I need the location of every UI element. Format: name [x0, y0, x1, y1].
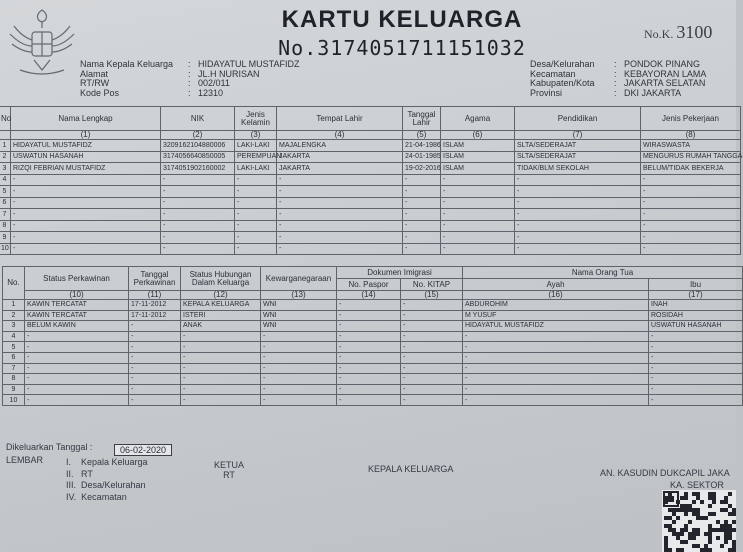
column-header: Ibu: [649, 279, 743, 291]
table-cell: -: [641, 186, 741, 198]
table-cell: -: [161, 197, 235, 209]
info-separator: :: [188, 78, 191, 88]
info-label: Nama Kepala Keluarga: [80, 59, 174, 69]
table-cell: WIRASWASTA: [641, 140, 741, 152]
table-cell: -: [649, 363, 743, 374]
table-cell: JAKARTA: [277, 151, 403, 163]
table-cell: 6: [0, 197, 11, 209]
table-cell: -: [441, 232, 515, 244]
column-header: Nama Orang Tua: [463, 267, 743, 279]
info-value: 12310: [198, 87, 224, 98]
table-cell: WNI: [261, 321, 337, 332]
table-cell: -: [277, 186, 403, 198]
table-cell: JAKARTA: [277, 163, 403, 175]
table-cell: -: [235, 220, 277, 232]
table-cell: -: [403, 209, 441, 221]
table-cell: 3: [3, 321, 25, 332]
info-separator: :: [188, 68, 191, 79]
table-cell: -: [441, 220, 515, 232]
table-cell: -: [261, 342, 337, 353]
table-cell: -: [337, 374, 401, 385]
table-cell: -: [129, 331, 181, 342]
table-cell: -: [277, 220, 403, 232]
table-row: [0, 151, 741, 163]
table-cell: -: [129, 321, 181, 332]
table-cell: KAWIN TERCATAT: [25, 300, 129, 311]
table-cell: -: [337, 384, 401, 395]
table-cell: -: [337, 352, 401, 363]
lembar-item: IV. Kecamatan: [66, 491, 127, 502]
column-header: No: [0, 107, 11, 131]
info-label: Kode Pos: [80, 87, 120, 98]
table-row: [3, 300, 743, 311]
document-title: KARTU KELUARGA: [281, 6, 523, 33]
table-cell: 2: [0, 151, 11, 163]
table-cell: -: [463, 352, 649, 363]
info-label: Provinsi: [530, 87, 563, 98]
info-value: KEBAYORAN LAMA: [624, 68, 707, 79]
qr-code-icon: [662, 490, 736, 552]
table-row: [3, 321, 743, 332]
table-cell: -: [441, 174, 515, 186]
table-cell: -: [463, 384, 649, 395]
table-cell: -: [515, 220, 641, 232]
table-cell: 5: [0, 186, 11, 198]
table-cell: -: [649, 331, 743, 342]
table-cell: -: [337, 331, 401, 342]
column-number: (4): [277, 131, 403, 140]
table-cell: -: [515, 197, 641, 209]
table-cell: RIZQI FEBRIAN MUSTAFIDZ: [11, 163, 161, 175]
table-cell: -: [515, 243, 641, 255]
dukcapil-signature-label: AN. KASUDIN DUKCAPIL JAKA: [600, 468, 730, 478]
lembar-label: LEMBAR: [6, 455, 44, 465]
table-cell: -: [129, 363, 181, 374]
column-header: NIK: [161, 107, 235, 131]
table-row: [3, 310, 743, 321]
table-cell: -: [441, 209, 515, 221]
table-cell: -: [463, 374, 649, 385]
table-cell: -: [25, 331, 129, 342]
table-cell: -: [403, 186, 441, 198]
ketua-rt-signature-label: KETUA RT: [214, 460, 245, 480]
table-cell: -: [161, 220, 235, 232]
table-cell: MENGURUS RUMAH TANGGA: [641, 151, 741, 163]
table-cell: ROSIDAH: [649, 310, 743, 321]
table-cell: -: [25, 374, 129, 385]
table-cell: -: [463, 363, 649, 374]
table-cell: -: [11, 186, 161, 198]
table-cell: -: [401, 321, 463, 332]
column-header: Jenis Kelamin: [235, 107, 277, 131]
table-cell: -: [463, 342, 649, 353]
table-cell: -: [515, 174, 641, 186]
family-members-table: [0, 106, 741, 255]
table-row: [3, 363, 743, 374]
column-header: Jenis Pekerjaan: [641, 107, 741, 131]
info-label: RT/RW: [80, 78, 110, 88]
table-cell: -: [441, 243, 515, 255]
column-number: (10): [25, 291, 129, 300]
table-cell: -: [649, 384, 743, 395]
table-row: [3, 395, 743, 406]
table-cell: -: [181, 374, 261, 385]
table-cell: -: [161, 209, 235, 221]
table-cell: -: [401, 310, 463, 321]
table-cell: BELUM/TIDAK BEKERJA: [641, 163, 741, 175]
table-cell: -: [337, 310, 401, 321]
table-cell: -: [401, 374, 463, 385]
table-cell: -: [161, 174, 235, 186]
table-cell: -: [181, 384, 261, 395]
info-value: DKI JAKARTA: [624, 87, 682, 98]
column-number: (16): [463, 291, 649, 300]
table-cell: -: [515, 186, 641, 198]
table-cell: 10: [0, 243, 11, 255]
table-cell: 24-01-1985: [403, 151, 441, 163]
table-cell: -: [649, 395, 743, 406]
column-header: Dokumen Imigrasi: [337, 267, 463, 279]
table-row: [0, 243, 741, 255]
column-number: (7): [515, 131, 641, 140]
column-header: Nama Lengkap: [11, 107, 161, 131]
table-cell: USWATUN HASANAH: [11, 151, 161, 163]
table-cell: -: [403, 197, 441, 209]
table-cell: 7: [0, 209, 11, 221]
table-cell: -: [161, 186, 235, 198]
column-header: Tempat Lahir: [277, 107, 403, 131]
table-cell: -: [261, 331, 337, 342]
table-cell: -: [277, 197, 403, 209]
table-cell: -: [337, 363, 401, 374]
table-cell: -: [401, 395, 463, 406]
table-cell: INAH: [649, 300, 743, 311]
table-cell: -: [261, 395, 337, 406]
table-cell: -: [11, 209, 161, 221]
column-number: (1): [11, 131, 161, 140]
info-value: JL.H NURISAN: [198, 68, 260, 79]
column-header: Agama: [441, 107, 515, 131]
lembar-item: III. Desa/Kelurahan: [66, 480, 146, 490]
table-cell: -: [235, 186, 277, 198]
table-cell: ISTERI: [181, 310, 261, 321]
column-number: (3): [235, 131, 277, 140]
table-cell: -: [261, 352, 337, 363]
table-cell: BELUM KAWIN: [25, 321, 129, 332]
table-cell: -: [641, 243, 741, 255]
table-cell: ANAK: [181, 321, 261, 332]
table-cell: LAKI-LAKI: [235, 140, 277, 152]
table-cell: -: [181, 395, 261, 406]
lembar-list: [66, 457, 148, 503]
table-cell: ISLAM: [441, 163, 515, 175]
table-cell: 8: [0, 220, 11, 232]
column-header: Kewarganegaraan: [261, 267, 337, 291]
table-cell: -: [235, 243, 277, 255]
table-cell: -: [161, 243, 235, 255]
table-cell: 17-11-2012: [129, 310, 181, 321]
table-cell: -: [11, 197, 161, 209]
kepala-keluarga-signature-label: KEPALA KELUARGA: [368, 464, 454, 474]
nok-serial: [644, 22, 712, 43]
table-cell: 8: [3, 374, 25, 385]
table-cell: -: [337, 342, 401, 353]
table-cell: -: [401, 342, 463, 353]
table-cell: -: [11, 174, 161, 186]
table-cell: -: [403, 174, 441, 186]
table-row: [0, 163, 741, 175]
table-cell: 1: [0, 140, 11, 152]
issued-label: Dikeluarkan Tanggal :: [6, 442, 93, 452]
column-header: Status Perkawinan: [25, 267, 129, 291]
table-cell: -: [25, 384, 129, 395]
table-cell: -: [129, 352, 181, 363]
table-cell: ISLAM: [441, 151, 515, 163]
column-number: (2): [161, 131, 235, 140]
table-cell: -: [161, 232, 235, 244]
table-row: [0, 140, 741, 152]
nok-label: No.K.: [644, 27, 674, 41]
table-cell: -: [641, 174, 741, 186]
nok-value: 3100: [676, 22, 713, 42]
table-row: [3, 374, 743, 385]
table-cell: -: [129, 384, 181, 395]
table-cell: MAJALENGKA: [277, 140, 403, 152]
table-cell: -: [641, 220, 741, 232]
info-value: JAKARTA SELATAN: [624, 78, 706, 88]
table-cell: -: [11, 243, 161, 255]
info-row: [80, 89, 300, 99]
column-number: (12): [181, 291, 261, 300]
table-cell: -: [181, 342, 261, 353]
table-cell: -: [25, 342, 129, 353]
kk-number: No.3174051711151032: [278, 36, 526, 60]
table-cell: -: [235, 209, 277, 221]
info-value: 002/011: [198, 78, 230, 88]
table-row: [0, 197, 741, 209]
table-cell: 10: [3, 395, 25, 406]
table-cell: 3: [0, 163, 11, 175]
table-row: [0, 220, 741, 232]
info-label: Alamat: [80, 68, 109, 79]
column-number: (11): [129, 291, 181, 300]
table-cell: -: [641, 197, 741, 209]
table-cell: -: [11, 220, 161, 232]
table-cell: -: [515, 209, 641, 221]
table-cell: ABDUROHIM: [463, 300, 649, 311]
table-cell: SLTA/SEDERAJAT: [515, 151, 641, 163]
column-header: Status Hubungan Dalam Keluarga: [181, 267, 261, 291]
column-header: No. Paspor: [337, 279, 401, 291]
column-number: (17): [649, 291, 743, 300]
table-cell: WNI: [261, 310, 337, 321]
column-number: (15): [401, 291, 463, 300]
table-cell: -: [649, 374, 743, 385]
table-cell: -: [441, 197, 515, 209]
table-cell: -: [235, 197, 277, 209]
table-cell: WNI: [261, 300, 337, 311]
table-cell: KEPALA KELUARGA: [181, 300, 261, 311]
table-cell: 21-04-1986: [403, 140, 441, 152]
table-cell: -: [277, 232, 403, 244]
column-header: Tanggal Perkawinan: [129, 267, 181, 291]
table-cell: 9: [0, 232, 11, 244]
table-cell: 3209162104880006: [161, 140, 235, 152]
family-status-table: [2, 266, 743, 406]
table-cell: 1: [3, 300, 25, 311]
info-separator: :: [188, 59, 191, 69]
table-cell: 4: [3, 331, 25, 342]
table-cell: 3174051902160002: [161, 163, 235, 175]
table-cell: -: [25, 395, 129, 406]
column-number: (13): [261, 291, 337, 300]
table-cell: -: [235, 174, 277, 186]
column-header: Ayah: [463, 279, 649, 291]
table-cell: -: [401, 331, 463, 342]
table-row: [0, 174, 741, 186]
sektor-label: KA. SEKTOR: [670, 480, 724, 490]
table-row: [3, 352, 743, 363]
table-cell: -: [235, 232, 277, 244]
table-cell: -: [129, 395, 181, 406]
column-header: No. KITAP: [401, 279, 463, 291]
table-cell: -: [641, 232, 741, 244]
table-cell: -: [403, 232, 441, 244]
table-cell: -: [129, 342, 181, 353]
table-cell: HIDAYATUL MUSTAFIDZ: [463, 321, 649, 332]
table-row: [0, 232, 741, 244]
table-cell: -: [401, 352, 463, 363]
table-row: [0, 209, 741, 221]
table-cell: 2: [3, 310, 25, 321]
table-cell: -: [181, 363, 261, 374]
table-cell: -: [441, 186, 515, 198]
table-cell: -: [463, 331, 649, 342]
table-row: [3, 342, 743, 353]
table-cell: KAWIN TERCATAT: [25, 310, 129, 321]
table-cell: TIDAK/BLM SEKOLAH: [515, 163, 641, 175]
table-cell: -: [25, 363, 129, 374]
lembar-item: II. RT: [66, 468, 93, 479]
table-cell: -: [277, 174, 403, 186]
table-cell: -: [181, 352, 261, 363]
table-cell: USWATUN HASANAH: [649, 321, 743, 332]
table-cell: 5: [3, 342, 25, 353]
issued-date: 06-02-2020: [114, 444, 172, 456]
column-number: (5): [403, 131, 441, 140]
table-cell: PEREMPUAN: [235, 151, 277, 163]
table-cell: -: [337, 395, 401, 406]
table-cell: -: [261, 384, 337, 395]
info-separator: :: [188, 87, 191, 98]
column-number: (14): [337, 291, 401, 300]
table-cell: M YUSUF: [463, 310, 649, 321]
table-cell: HIDAYATUL MUSTAFIDZ: [11, 140, 161, 152]
table-cell: -: [337, 321, 401, 332]
table-cell: -: [25, 352, 129, 363]
table-cell: -: [641, 209, 741, 221]
table-cell: 3174056640850005: [161, 151, 235, 163]
info-separator: :: [614, 68, 617, 79]
table-cell: 9: [3, 384, 25, 395]
table-cell: -: [261, 374, 337, 385]
info-separator: :: [614, 87, 617, 98]
table-cell: -: [403, 243, 441, 255]
table-cell: 19-02-2016: [403, 163, 441, 175]
column-header: Pendidikan: [515, 107, 641, 131]
table-row: [3, 331, 743, 342]
table-cell: -: [401, 384, 463, 395]
info-separator: :: [614, 78, 617, 88]
table-cell: -: [401, 363, 463, 374]
info-row: [530, 89, 706, 99]
info-separator: :: [614, 59, 617, 69]
table-cell: 17-11-2012: [129, 300, 181, 311]
household-info-right: [530, 60, 706, 98]
table-cell: -: [11, 232, 161, 244]
column-number: (8): [641, 131, 741, 140]
info-label: Kabupaten/Kota: [530, 78, 595, 88]
table-cell: -: [261, 363, 337, 374]
table-cell: -: [649, 342, 743, 353]
table-cell: 4: [0, 174, 11, 186]
table-cell: -: [463, 395, 649, 406]
column-number: (6): [441, 131, 515, 140]
table-cell: 6: [3, 352, 25, 363]
garuda-emblem-icon: [6, 4, 78, 82]
column-number: [0, 131, 11, 140]
table-cell: -: [277, 209, 403, 221]
table-row: [0, 186, 741, 198]
table-cell: -: [403, 220, 441, 232]
table-cell: SLTA/SEDERAJAT: [515, 140, 641, 152]
table-row: [3, 384, 743, 395]
column-header: Tanggal Lahir: [403, 107, 441, 131]
table-cell: -: [401, 300, 463, 311]
lembar-item: I. Kepala Keluarga: [66, 457, 148, 467]
info-value: PONDOK PINANG: [624, 59, 701, 69]
info-label: Kecamatan: [530, 68, 576, 79]
table-cell: -: [649, 352, 743, 363]
info-label: Desa/Kelurahan: [530, 59, 595, 69]
table-cell: ISLAM: [441, 140, 515, 152]
table-cell: -: [337, 300, 401, 311]
table-cell: LAKI-LAKI: [235, 163, 277, 175]
table-cell: -: [129, 374, 181, 385]
table-cell: -: [181, 331, 261, 342]
column-header: No.: [3, 267, 25, 300]
table-cell: -: [515, 232, 641, 244]
info-value: HIDAYATUL MUSTAFIDZ: [198, 59, 300, 69]
table-cell: -: [277, 243, 403, 255]
household-info-left: [80, 60, 300, 98]
table-cell: 7: [3, 363, 25, 374]
